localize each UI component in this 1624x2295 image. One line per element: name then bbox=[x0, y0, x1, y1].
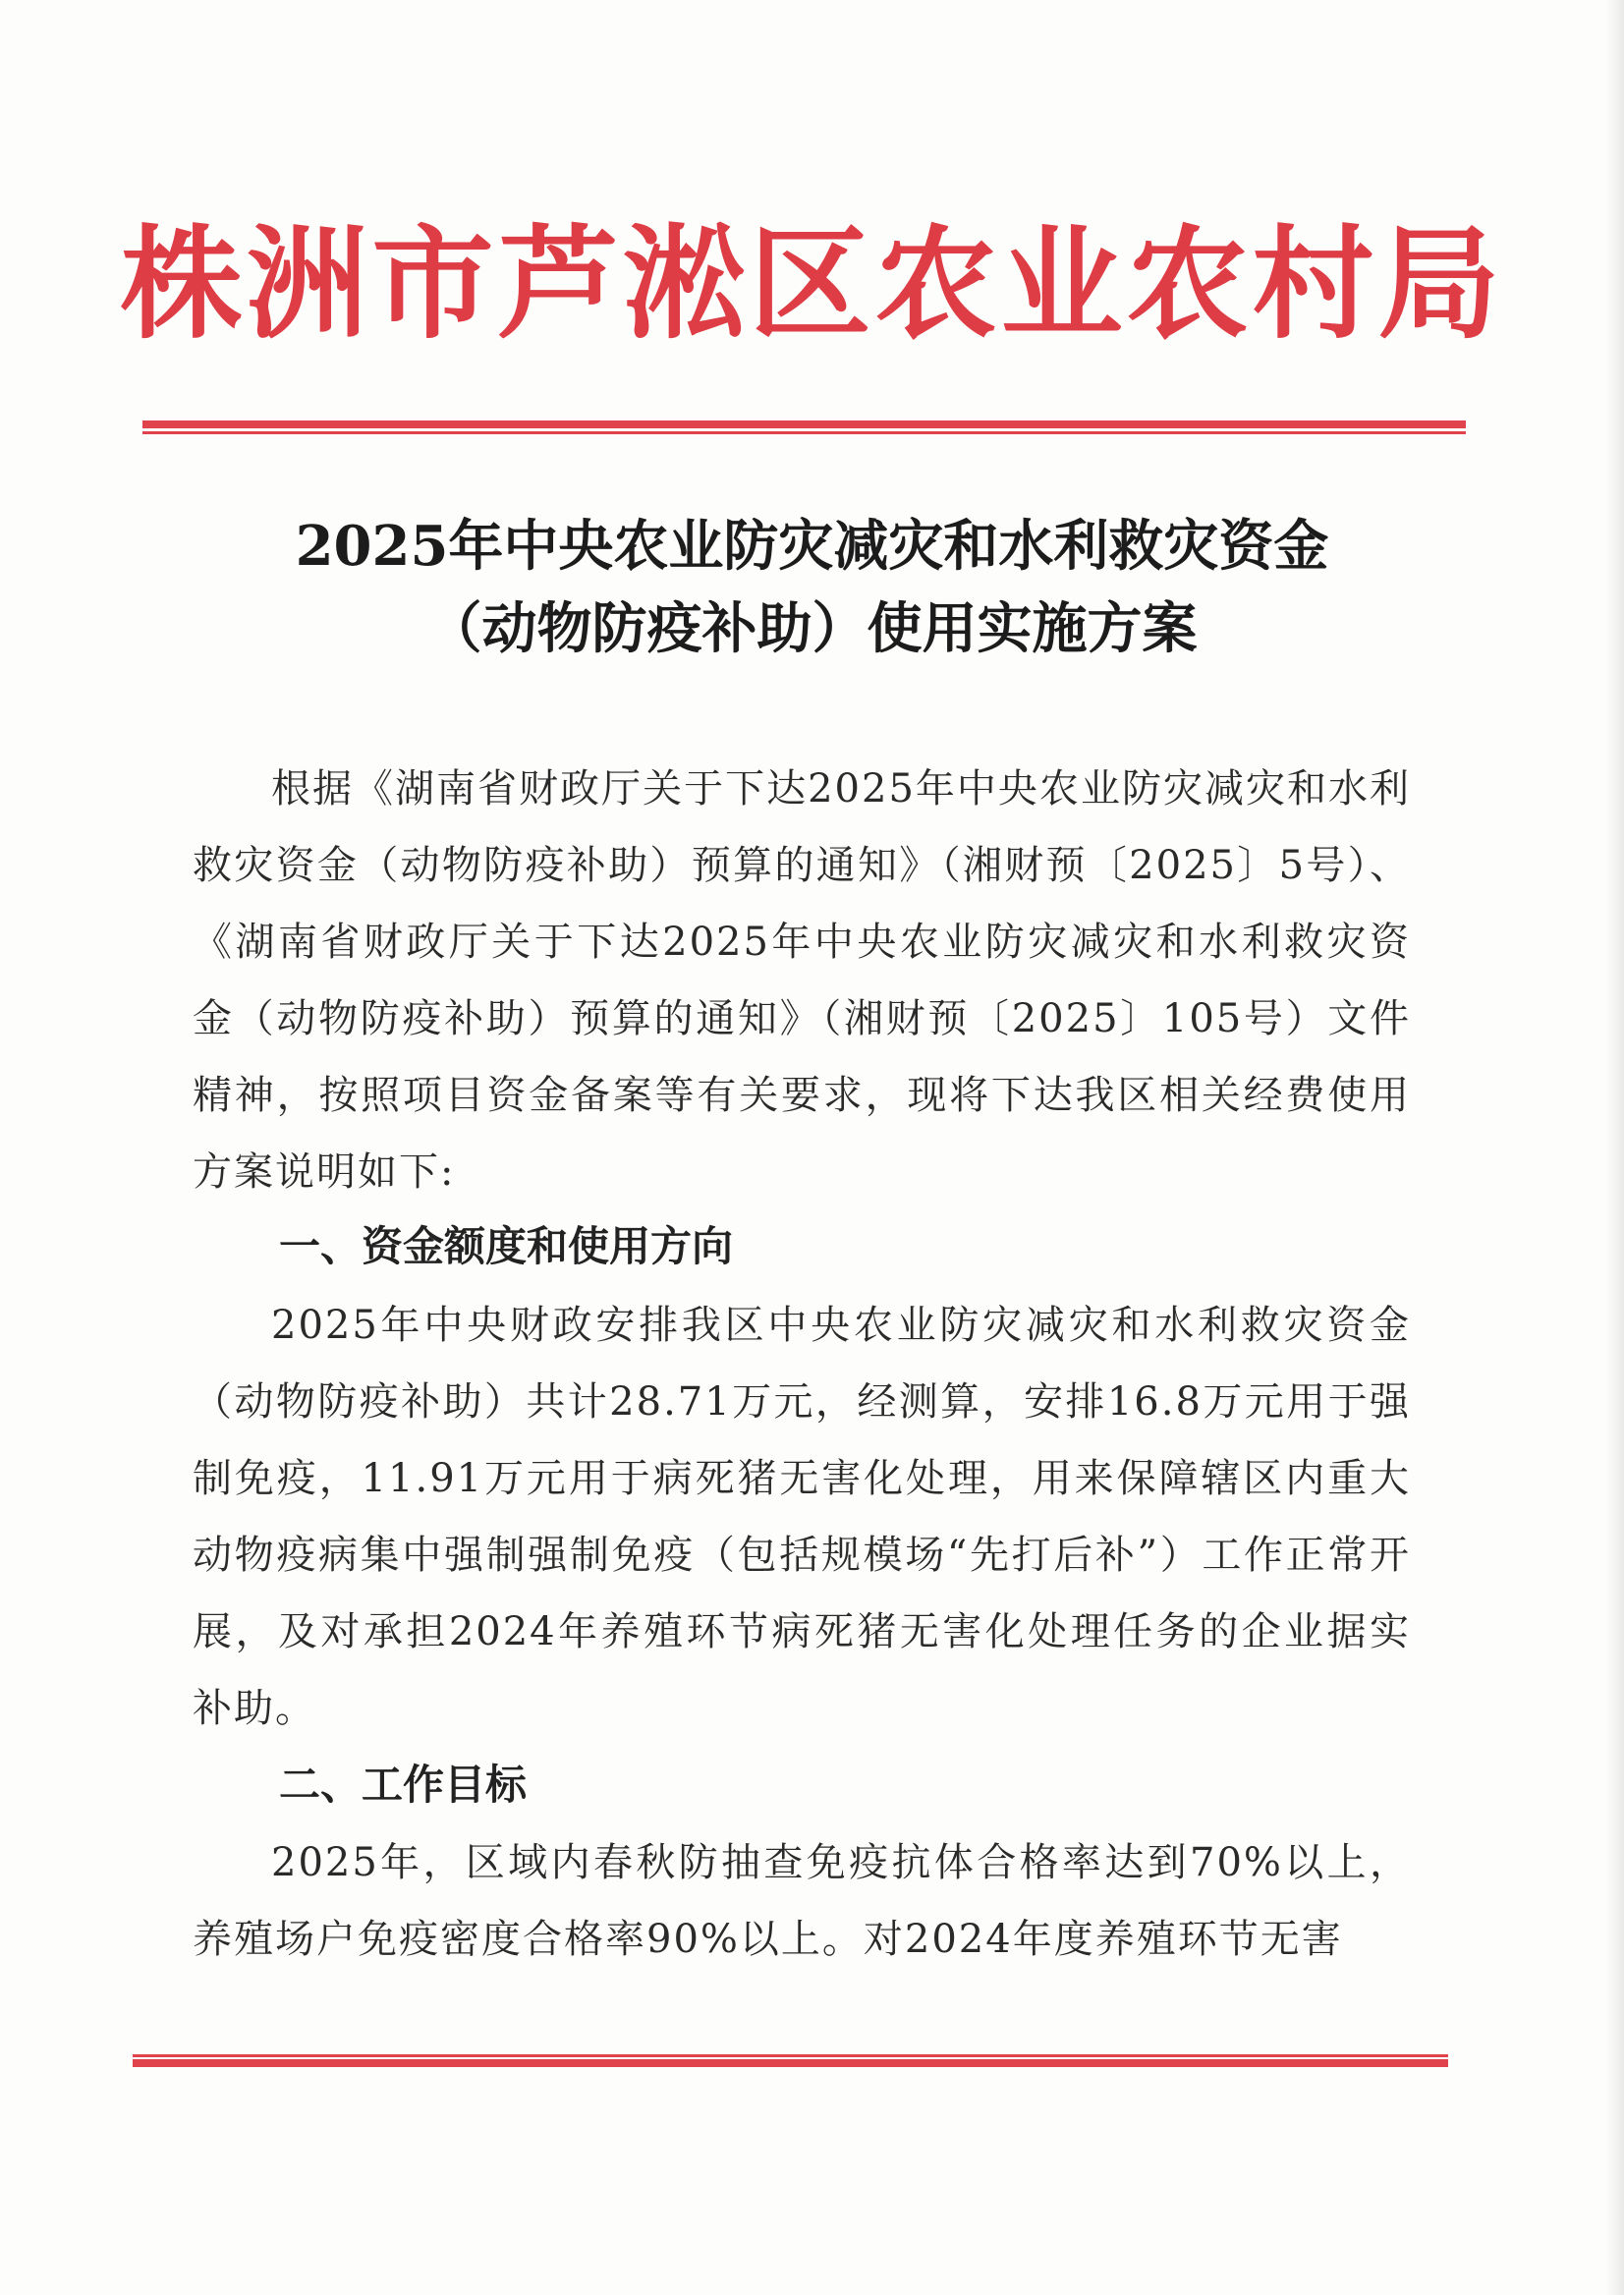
letterhead-red-rule bbox=[142, 420, 1466, 435]
footer-red-rule bbox=[133, 2054, 1448, 2069]
section-2-paragraph: 2025年，区域内春秋防抽查免疫抗体合格率达到70%以上，养殖场户免疫密度合格率90%以上。对2024年度养殖环节无害 bbox=[193, 1840, 1411, 1962]
section-2-heading: 二、工作目标 bbox=[279, 1761, 528, 1809]
section-1-paragraph: 2025年中央财政安排我区中央农业防灾减灾和水利救灾资金（动物防疫补助）共计28.71万元，经测算，安排16.8万元用于强制免疫，11.91万元用于病死猪无害化处理，用来保障辖区内重大动物疫病集中强制强制免疫（包括规模场“先打后补”）工作正常开展，及对承担2024年养殖环节病死猪无害化处理任务的企业据实补助。 bbox=[193, 1303, 1411, 1731]
intro-paragraph: 根据《湖南省财政厅关于下达2025年中央农业防灾减灾和水利救灾资金（动物防疫补助）预算的通知》（湘财预〔2025〕5号）、《湖南省财政厅关于下达2025年中央农业防灾减灾和水利救灾资金（动物防疫补助）预算的通知》（湘财预〔2025〕105号）文件精神，按照项目资金备案等有关要求，现将下达我区相关经费使用方案说明如下: bbox=[193, 766, 1411, 1195]
scan-edge-shadow bbox=[1606, 0, 1624, 2295]
rule-thick-line bbox=[142, 420, 1466, 428]
rule-thin-line bbox=[142, 431, 1466, 434]
document-title-line-1: 2025年中央农业防灾减灾和水利救灾资金 bbox=[295, 514, 1329, 579]
section-1-heading: 一、资金额度和使用方向 bbox=[279, 1222, 734, 1270]
letterhead-org-name: 株洲市芦淞区农业农村局 bbox=[120, 213, 1504, 356]
rule-thin-line bbox=[133, 2054, 1448, 2057]
document-title-line-2: （动物防疫补助）使用实施方案 bbox=[426, 596, 1198, 661]
rule-thick-line bbox=[133, 2059, 1448, 2067]
